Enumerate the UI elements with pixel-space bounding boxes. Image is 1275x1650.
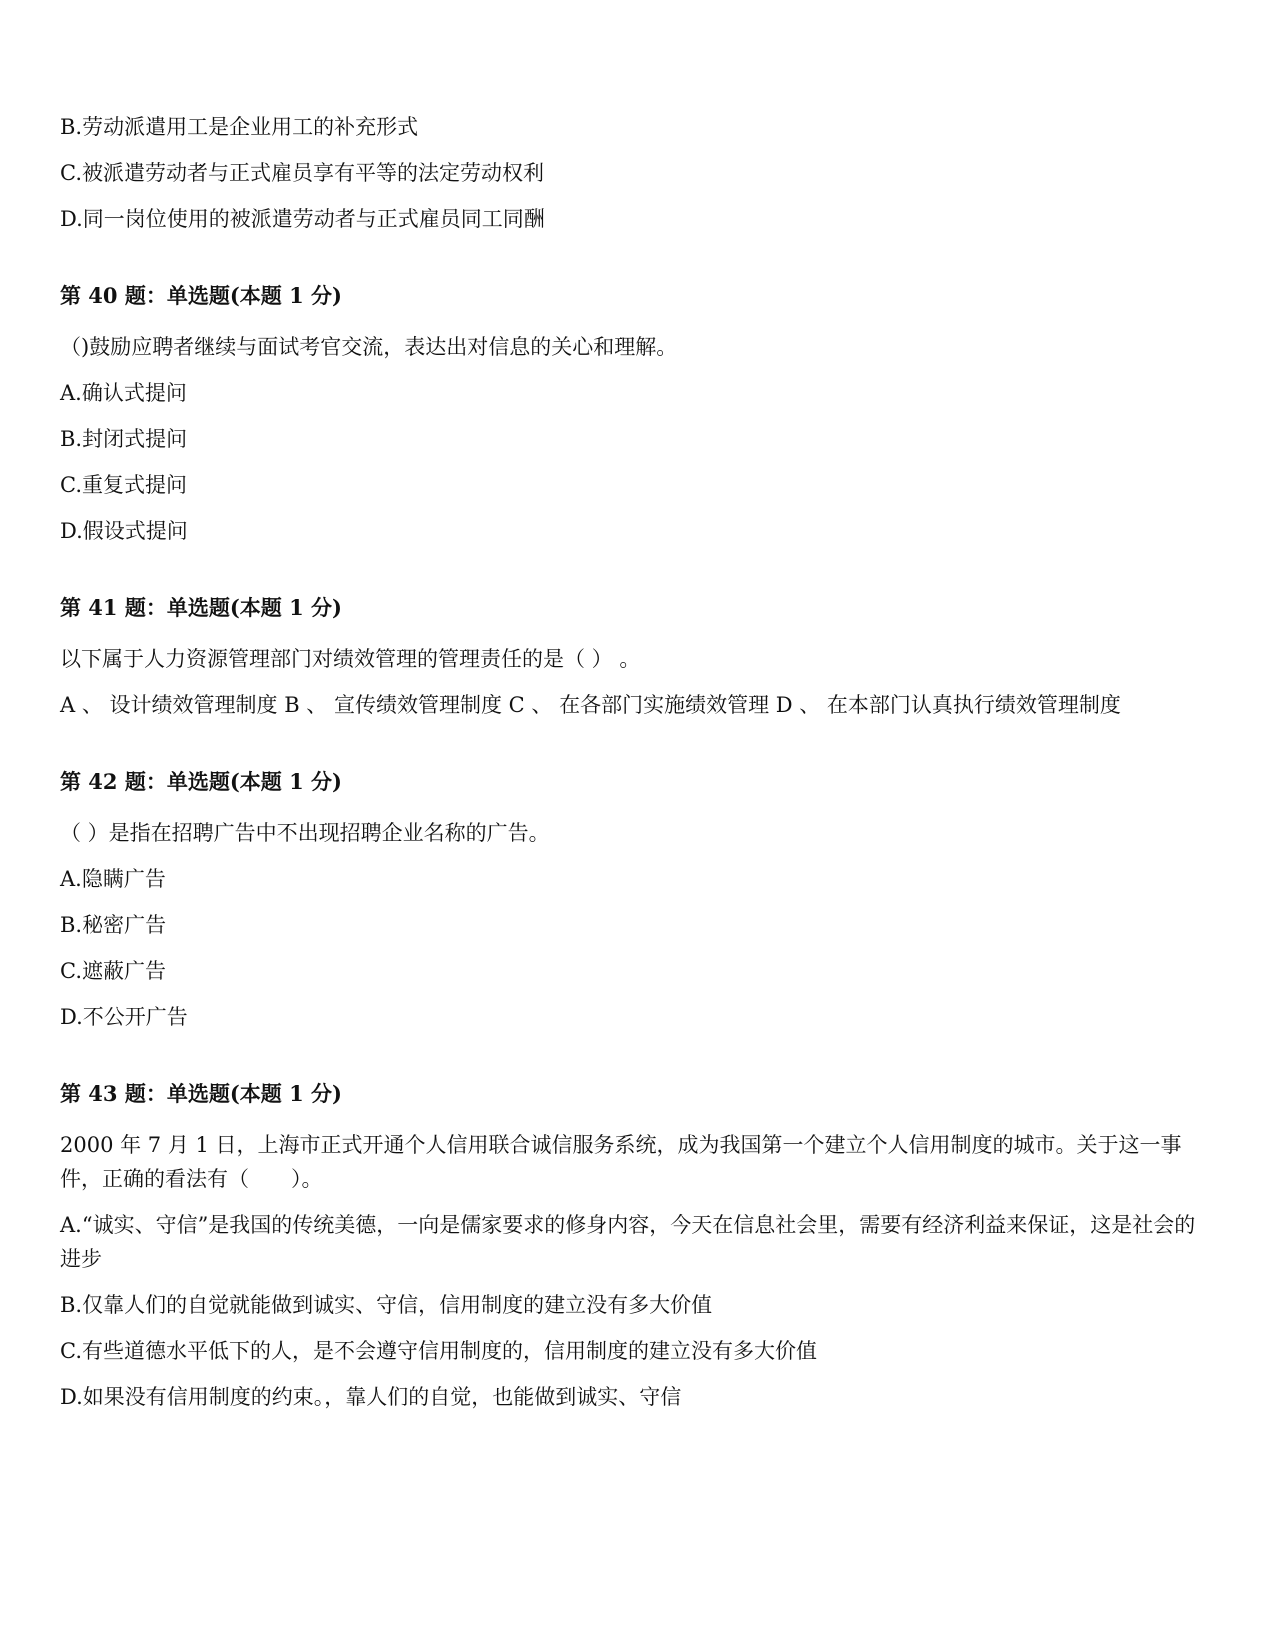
question-header: 第 43 题：单选题(本题 1 分) — [60, 1081, 342, 1106]
option-d: D.不公开广告 — [60, 1005, 188, 1029]
option-a: A.“诚实、守信”是我国的传统美德，一向是儒家要求的修身内容，今天在信息社会里，需要有经济利益来保证，这是社会的进步 — [60, 1213, 1196, 1271]
question-43 — [60, 1078, 1210, 1414]
option-c: C.重复式提问 — [60, 473, 187, 497]
question-header: 第 41 题：单选题(本题 1 分) — [60, 595, 342, 620]
option-c: C.有些道德水平低下的人，是不会遵守信用制度的，信用制度的建立没有多大价值 — [60, 1339, 817, 1363]
question-41 — [60, 592, 1210, 722]
option-d: D.假设式提问 — [60, 519, 188, 543]
option-c: C.遮蔽广告 — [60, 959, 166, 983]
question-header: 第 42 题：单选题(本题 1 分) — [60, 769, 342, 794]
question-stem: （ ）是指在招聘广告中不出现招聘企业名称的广告。 — [60, 821, 550, 845]
option-b: B.劳动派遣用工是企业用工的补充形式 — [60, 115, 419, 139]
option-d: D.同一岗位使用的被派遣劳动者与正式雇员同工同酬 — [60, 207, 545, 231]
question-stem: 以下属于人力资源管理部门对绩效管理的管理责任的是（ ） 。 — [60, 647, 641, 671]
exam-page — [60, 110, 1210, 1426]
question-42 — [60, 766, 1210, 1034]
option-d: D.如果没有信用制度的约束。，靠人们的自觉，也能做到诚实、守信 — [60, 1385, 682, 1409]
option-b: B.仅靠人们的自觉就能做到诚实、守信，信用制度的建立没有多大价值 — [60, 1293, 713, 1317]
question-stem: （)鼓励应聘者继续与面试考官交流，表达出对信息的关心和理解。 — [60, 335, 678, 359]
prev-question-options — [60, 110, 1210, 236]
option-a: A.确认式提问 — [60, 381, 187, 405]
option-c: C.被派遣劳动者与正式雇员享有平等的法定劳动权利 — [60, 161, 544, 185]
question-header: 第 40 题：单选题(本题 1 分) — [60, 283, 342, 308]
option-b: B.秘密广告 — [60, 913, 167, 937]
options-inline: A 、 设计绩效管理制度 B 、 宣传绩效管理制度 C 、 在各部门实施绩效管理 D 、 在本部门认真执行绩效管理制度 — [60, 693, 1121, 717]
option-b: B.封闭式提问 — [60, 427, 188, 451]
question-stem: 2000 年 7 月 1 日，上海市正式开通个人信用联合诚信服务系统，成为我国第一个建立个人信用制度的城市。关于这一事件，正确的看法有（ ）。 — [60, 1133, 1182, 1191]
option-a: A.隐瞒广告 — [60, 867, 166, 891]
question-40 — [60, 280, 1210, 548]
